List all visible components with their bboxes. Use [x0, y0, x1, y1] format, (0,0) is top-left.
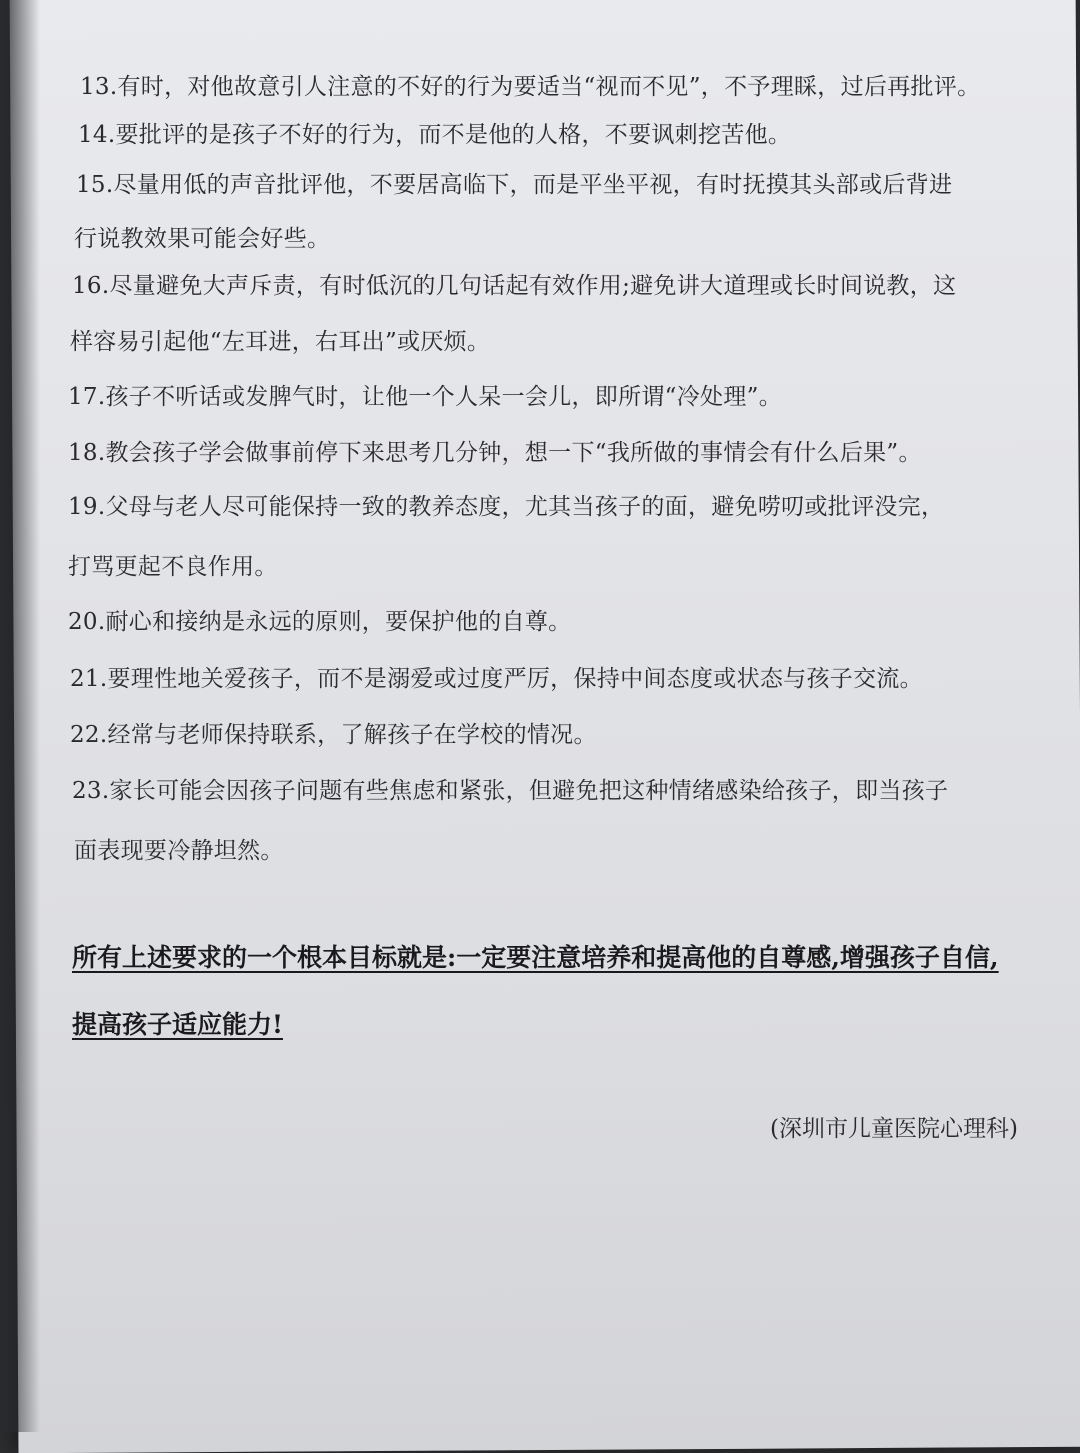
item-15-line-2: 行说教效果可能会好些。 — [74, 226, 331, 252]
item-15-line-1: 15.尽量用低的声音批评他，不要居高临下，而是平坐平视，有时抚摸其头部或后背进 — [76, 172, 953, 198]
summary-line-1: 所有上述要求的一个根本目标就是:一定要注意培养和提高他的自尊感,增强孩子自信, — [72, 943, 999, 972]
item-23-line-1: 23.家长可能会因孩子问题有些焦虑和紧张，但避免把这种情绪感染给孩子，即当孩子 — [72, 778, 949, 804]
summary-line-2: 提高孩子适应能力! — [72, 1010, 283, 1039]
item-23-line-2: 面表现要冷静坦然。 — [74, 838, 284, 864]
item-19-line-2: 打骂更起不良作用。 — [68, 554, 278, 580]
item-18-line-1: 18.教会孩子学会做事前停下来思考几分钟，想一下“我所做的事情会有什么后果”。 — [68, 440, 922, 466]
item-16-line-2: 样容易引起他“左耳进，右耳出”或厌烦。 — [70, 329, 491, 355]
item-19-line-1: 19.父母与老人尽可能保持一致的教养态度，尤其当孩子的面，避免唠叨或批评没完， — [68, 494, 945, 520]
item-20-line-1: 20.耐心和接纳是永远的原则，要保护他的自尊。 — [68, 609, 572, 635]
item-16-line-1: 16.尽量避免大声斥责，有时低沉的几句话起有效作用;避免讲大道理或长时间说教，这 — [72, 273, 957, 299]
item-14-line-1: 14.要批评的是孩子不好的行为，而不是他的人格，不要讽刺挖苦他。 — [78, 122, 792, 148]
item-22-line-1: 22.经常与老师保持联系，了解孩子在学校的情况。 — [70, 722, 597, 748]
item-17-line-1: 17.孩子不听话或发脾气时，让他一个人呆一会儿，即所谓“冷处理”。 — [68, 384, 782, 410]
item-21-line-1: 21.要理性地关爱孩子，而不是溺爱或过度严厉，保持中间态度或状态与孩子交流。 — [70, 666, 923, 692]
item-13-line-1: 13.有时，对他故意引人注意的不好的行为要适当“视而不见”，不予理睬，过后再批评。 — [80, 74, 981, 100]
source-attribution: (深圳市儿童医院心理科) — [770, 1116, 1018, 1142]
